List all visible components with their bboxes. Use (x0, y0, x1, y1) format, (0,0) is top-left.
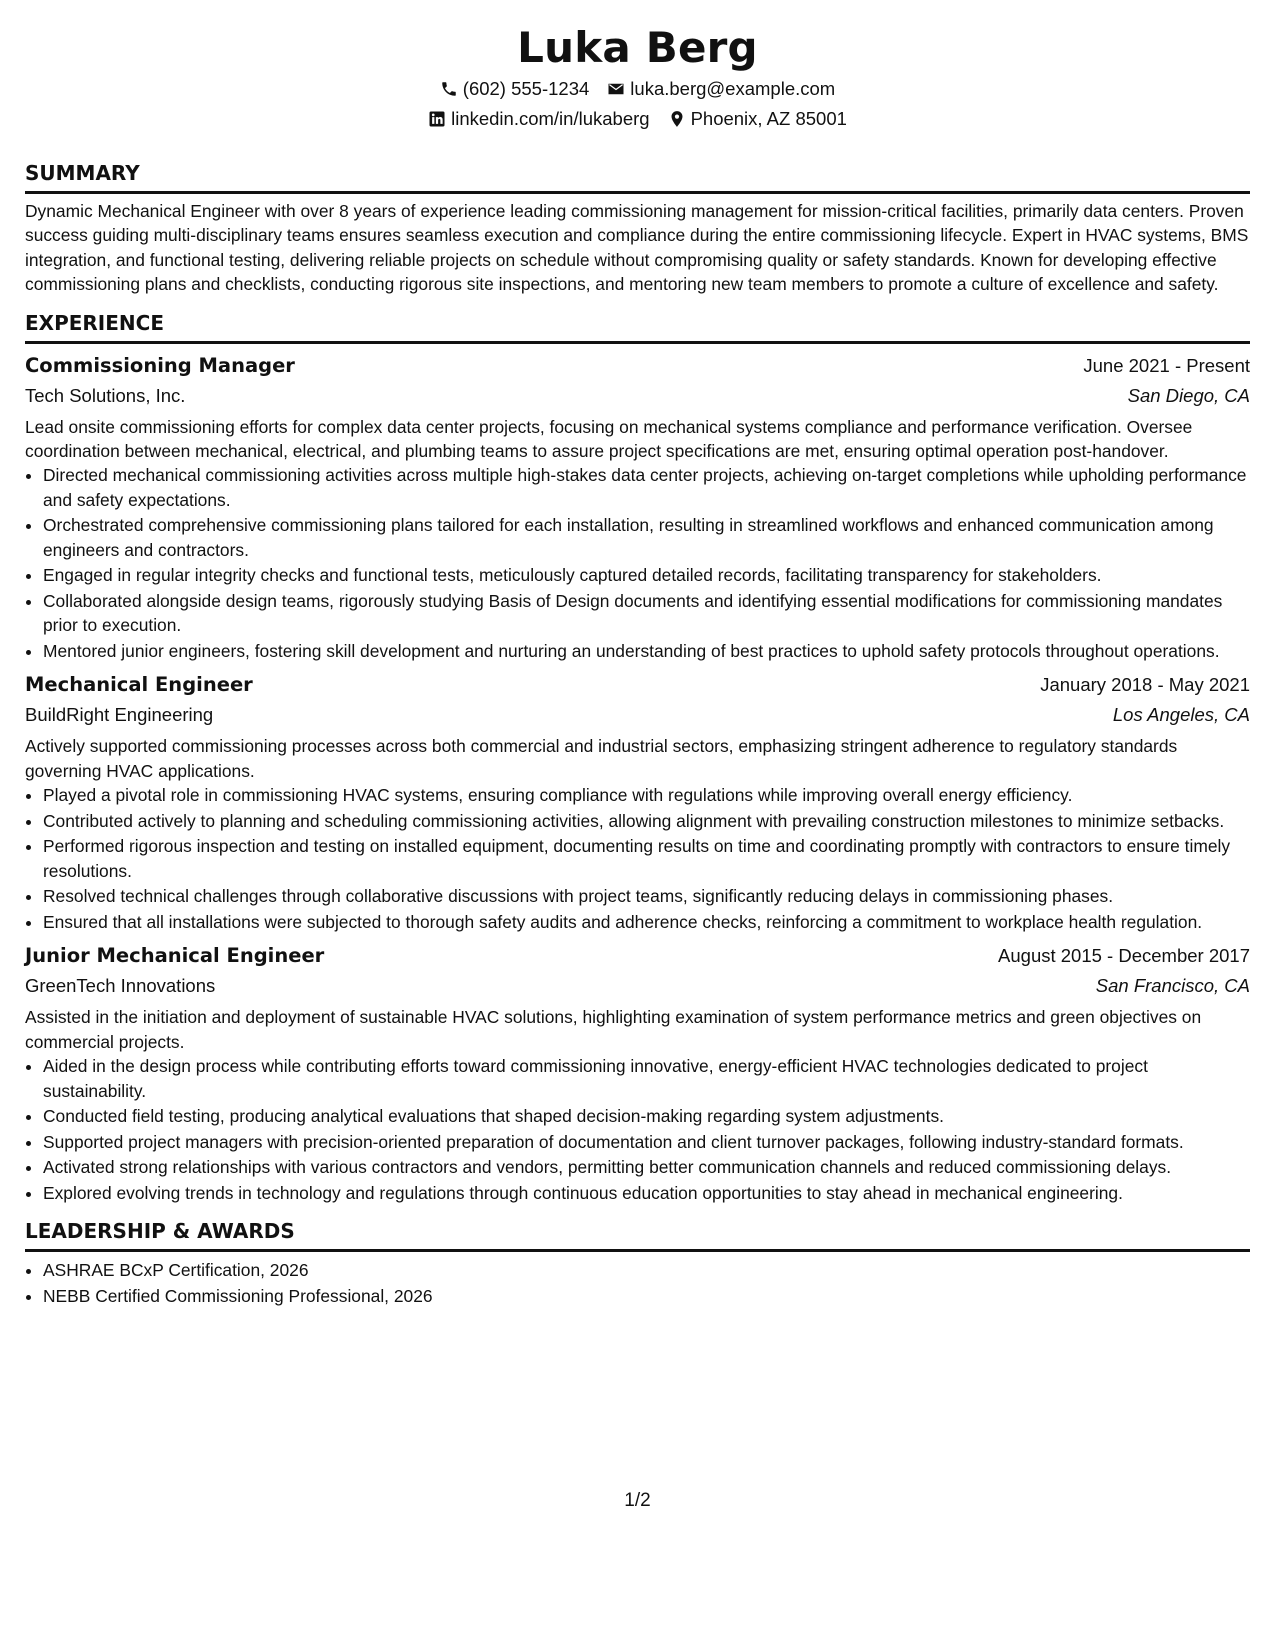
list-item: • Activated strong relationships with various contractors and vendors, permitting better communication channels and reduced commissioning delays. (43, 1155, 1250, 1179)
contact-email[interactable] (607, 74, 835, 104)
list-item: • Conducted field testing, producing analytical evaluations that shaped decision-making regarding system adjustments. (43, 1104, 1250, 1128)
candidate-name: Luka Berg (517, 23, 758, 72)
job-bullets (25, 783, 1250, 934)
job-entry (25, 940, 1250, 1205)
envelope-icon (607, 80, 625, 98)
list-item: • Resolved technical challenges through collaborative discussions with project teams, significantly reducing delays in commissioning phases. (43, 884, 1250, 908)
job-dates: August 2015 - December 2017 (998, 945, 1250, 967)
list-item: • ASHRAE BCxP Certification, 2026 (43, 1258, 1250, 1282)
awards-section (25, 1217, 1250, 1308)
job-location: San Francisco, CA (1095, 975, 1250, 997)
section-title-summary: SUMMARY (25, 159, 1250, 194)
linkedin-icon (428, 110, 446, 128)
job-dates: June 2021 - Present (1083, 354, 1250, 376)
contact-row-2 (25, 104, 1250, 134)
list-item: • Engaged in regular integrity checks and functional tests, meticulously captured detailed records, facilitating transparency for stakeholders. (43, 563, 1250, 587)
contact-linkedin[interactable] (428, 104, 649, 134)
list-item: • Performed rigorous inspection and testing on installed equipment, documenting results on time and coordinating promptly with contractors to ensure timely resolutions. (43, 834, 1250, 883)
job-title: Junior Mechanical Engineer (25, 944, 325, 968)
job-company: GreenTech Innovations (25, 975, 216, 997)
page-number: 1/2 (624, 1490, 651, 1511)
phone-text: (602) 555-1234 (462, 78, 590, 99)
summary-section (25, 159, 1250, 297)
list-item: • Supported project managers with precision-oriented preparation of documentation and client turnover packages, following industry-standard formats. (43, 1130, 1250, 1154)
contact-phone (440, 74, 590, 104)
job-title: Mechanical Engineer (25, 673, 253, 697)
list-item: • Played a pivotal role in commissioning HVAC systems, ensuring compliance with regulations while improving overall energy efficiency. (43, 783, 1250, 807)
job-description: Lead onsite commissioning efforts for complex data center projects, focusing on mechanical systems compliance and performance verification. Oversee coordination between mechanical, electrical, and plumbing teams to assure project specifications are met, ensuring optimal operation post-handover. (25, 416, 1193, 462)
job-description: Assisted in the initiation and deployment of sustainable HVAC solutions, highlighting examination of system performance metrics and green objectives on commercial projects. (25, 1007, 1202, 1052)
contact-location (668, 104, 847, 134)
list-item: • Orchestrated comprehensive commissioning plans tailored for each installation, resulting in streamlined workflows and enhanced communication among engineers and contractors. (43, 513, 1250, 562)
job-location: San Diego, CA (1127, 384, 1250, 406)
job-entry (25, 350, 1250, 664)
map-pin-icon (668, 110, 686, 128)
linkedin-link[interactable]: linkedin.com/in/lukaberg (451, 108, 650, 129)
section-title-awards: LEADERSHIP & AWARDS (25, 1217, 1250, 1252)
job-dates: January 2018 - May 2021 (1040, 674, 1250, 696)
job-bullets (25, 463, 1250, 663)
email-link[interactable]: luka.berg@example.com (630, 78, 836, 99)
list-item: • Ensured that all installations were subjected to thorough safety audits and adherence checks, reinforcing a commitment to workplace health regulation. (43, 910, 1250, 934)
job-company: BuildRight Engineering (25, 704, 214, 726)
job-title: Commissioning Manager (25, 353, 295, 377)
contact-row-1 (25, 74, 1250, 104)
list-item: • Aided in the design process while contributing efforts toward commissioning innovative, energy-efficient HVAC technologies dedicated to project sustainability. (43, 1054, 1250, 1103)
list-item: • Collaborated alongside design teams, rigorously studying Basis of Design documents and identifying essential modifications for commissioning mandates prior to execution. (43, 589, 1250, 638)
list-item: • NEBB Certified Commissioning Professional, 2026 (43, 1284, 1250, 1308)
list-item: • Contributed actively to planning and scheduling commissioning activities, allowing alignment with prevailing construction milestones to minimize setbacks. (43, 809, 1250, 833)
list-item: • Mentored junior engineers, fostering skill development and nurturing an understanding of best practices to uphold safety protocols throughout operations. (43, 639, 1250, 663)
section-title-experience: EXPERIENCE (25, 309, 1250, 344)
experience-section (25, 309, 1250, 1206)
job-bullets (25, 1054, 1250, 1205)
list-item: • Directed mechanical commissioning activities across multiple high-stakes data center projects, achieving on-target completions while upholding performance and safety expectations. (43, 463, 1250, 512)
job-company: Tech Solutions, Inc. (25, 384, 186, 406)
job-entry (25, 669, 1250, 934)
job-location: Los Angeles, CA (1112, 704, 1250, 726)
list-item: • Explored evolving trends in technology and regulations through continuous education opportunities to stay ahead in mechanical engineering. (43, 1181, 1250, 1205)
location-text: Phoenix, AZ 85001 (690, 108, 847, 129)
awards-list (25, 1258, 1250, 1308)
summary-text: Dynamic Mechanical Engineer with over 8 years of experience leading commissioning management for mission-critical facilities, primarily data centers. Proven success guiding multi-disciplinary teams ensures seamless execution and compliance during the entire commissioning lifecycle. Expert in HVAC systems, BMS integration, and functional testing, delivering reliable projects on schedule without compromising quality or safety standards. Known for developing effective commissioning plans and checklists, conducting rigorous site inspections, and mentoring new team members to promote a culture of excellence and safety. (25, 201, 1249, 295)
phone-icon (440, 80, 458, 98)
job-description: Actively supported commissioning processes across both commercial and industrial sectors, emphasizing stringent adherence to regulatory standards governing HVAC applications. (25, 736, 1178, 781)
